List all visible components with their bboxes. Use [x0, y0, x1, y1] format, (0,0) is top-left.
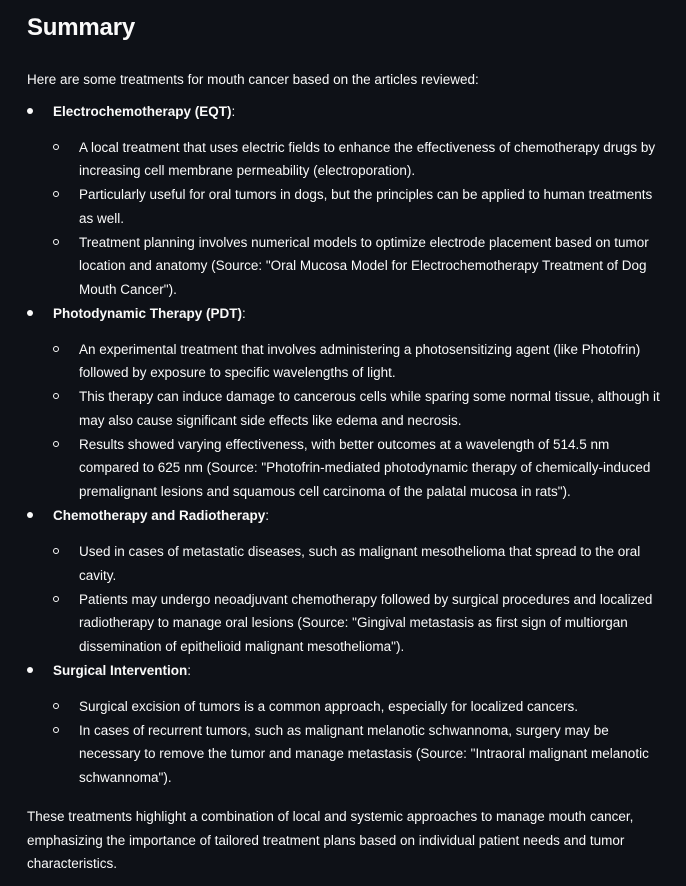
bullet-circle-icon [53, 548, 59, 554]
treatment-name: Chemotherapy and Radiotherapy [53, 508, 266, 524]
treatment-point [53, 433, 661, 504]
treatment-name: Electrochemotherapy (EQT) [53, 103, 232, 119]
bullet-circle-icon [53, 727, 59, 733]
treatment-item-chemo-radio [27, 504, 661, 658]
point-text: Results showed varying effectiveness, with better outcomes at a wavelength of 514.5 nm compared to 625 nm (Source: "Photofrin-mediated photodynamic therapy of chemically-induced premalignant lesions and squamous cell carcinoma of the palatal mucosa in rats"). [79, 436, 651, 499]
treatment-suffix: : [265, 508, 270, 524]
treatment-points [53, 338, 661, 504]
point-text: This therapy can induce damage to cancerous cells while sparing some normal tissue, although it may also cause significant side effects like edema and necrosis. [79, 389, 660, 428]
point-text: Particularly useful for oral tumors in dogs, but the principles can be applied to human treatments as well. [79, 187, 653, 226]
point-text: Used in cases of metastatic diseases, such as malignant mesothelioma that spread to the oral cavity. [79, 544, 641, 583]
bullet-dot-icon [27, 512, 33, 518]
treatment-point [53, 385, 661, 432]
point-text: Patients may undergo neoadjuvant chemotherapy followed by surgical procedures and localized radiotherapy to manage oral lesions (Source: "Gingival metastasis as first sign of multiorgan dissemination of epithelioid malignant mesothelioma"). [79, 591, 653, 654]
treatment-heading [53, 659, 661, 682]
treatment-name: Photodynamic Therapy (PDT) [53, 305, 243, 321]
treatment-item-electrochemotherapy [27, 100, 661, 302]
treatment-point [53, 719, 661, 790]
treatment-point [53, 338, 661, 385]
bullet-circle-icon [53, 393, 59, 399]
point-text: A local treatment that uses electric fields to enhance the effectiveness of chemotherapy drugs by increasing cell membrane permeability (electroporation). [79, 139, 656, 178]
treatment-suffix: : [231, 103, 236, 119]
bullet-circle-icon [53, 441, 59, 447]
treatment-name: Surgical Intervention [53, 662, 188, 678]
treatment-heading [53, 302, 661, 325]
treatment-points [53, 695, 661, 790]
point-text: In cases of recurrent tumors, such as malignant melanotic schwannoma, surgery may be necessary to remove the tumor and manage metastasis (Source: "Intraoral malignant melanotic schwannoma"). [79, 722, 649, 785]
point-text: Treatment planning involves numerical models to optimize electrode placement based on tumor location and anatomy (Source: "Oral Mucosa Model for Electrochemotherapy Treatment of Dog Mouth Cancer"). [79, 234, 649, 297]
treatment-point [53, 588, 661, 659]
treatment-point [53, 695, 661, 719]
bullet-circle-icon [53, 703, 59, 709]
bullet-circle-icon [53, 596, 59, 602]
treatment-point [53, 183, 661, 230]
treatment-list [27, 100, 661, 790]
bullet-circle-icon [53, 191, 59, 197]
treatment-points [53, 540, 661, 658]
treatment-item-surgical [27, 659, 661, 790]
treatment-heading [53, 504, 661, 527]
page-title: Summary [27, 14, 135, 41]
bullet-dot-icon [27, 667, 33, 673]
treatment-heading [53, 100, 661, 123]
treatment-point [53, 231, 661, 302]
conclusion-paragraph: These treatments highlight a combination of local and systemic approaches to manage mouth cancer, emphasizing the importance of tailored treatment plans based on individual patient needs and tumor characteristics. [27, 809, 634, 872]
bullet-circle-icon [53, 346, 59, 352]
treatment-suffix: : [242, 305, 246, 321]
bullet-circle-icon [53, 144, 59, 150]
bullet-dot-icon [27, 310, 33, 316]
bullet-circle-icon [53, 239, 59, 245]
bullet-dot-icon [27, 108, 33, 114]
treatment-point [53, 136, 661, 183]
point-text: Surgical excision of tumors is a common approach, especially for localized cancers. [79, 698, 578, 714]
intro-paragraph: Here are some treatments for mouth cancer based on the articles reviewed: [27, 72, 479, 87]
treatment-points [53, 136, 661, 302]
treatment-suffix: : [187, 662, 192, 678]
point-text: An experimental treatment that involves administering a photosensitizing agent (like Photofrin) followed by exposure to specific wavelengths of light. [79, 341, 641, 381]
treatment-point [53, 540, 661, 587]
treatment-item-photodynamic [27, 302, 661, 504]
